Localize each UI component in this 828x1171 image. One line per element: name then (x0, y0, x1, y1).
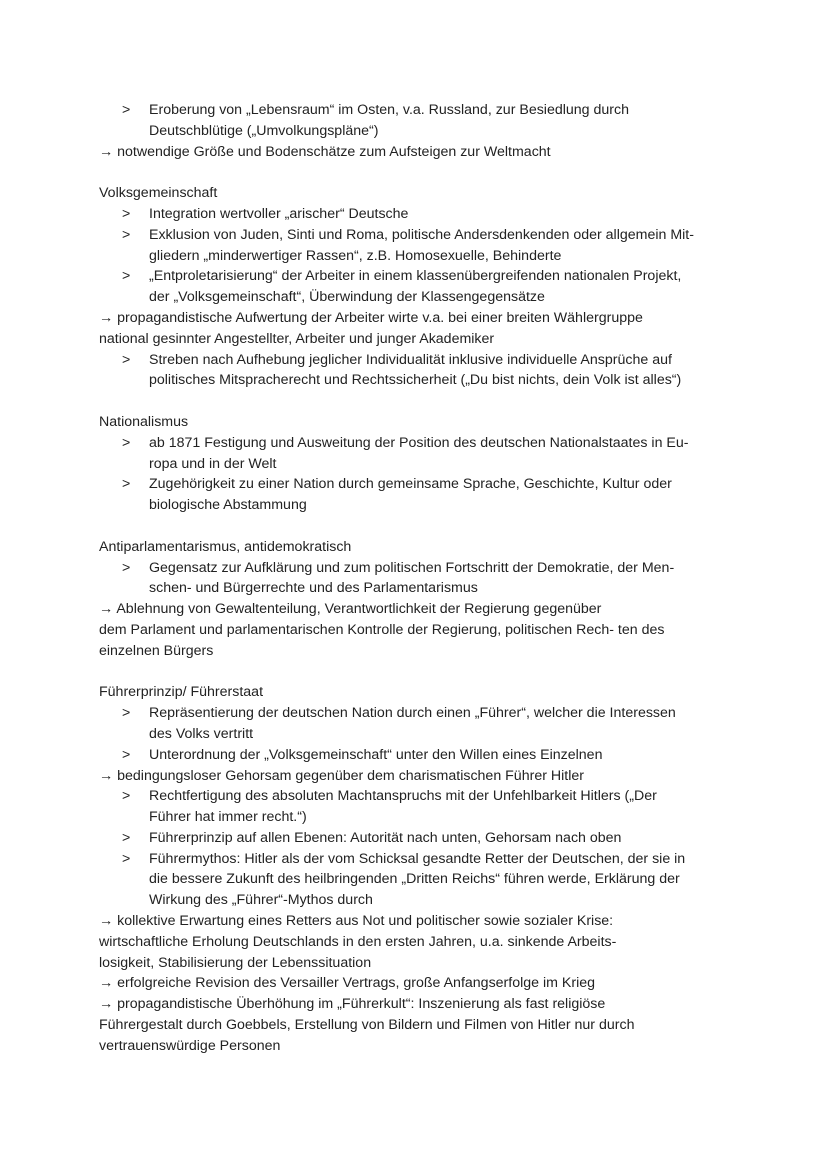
bullet-item (99, 745, 739, 766)
bullet-item (99, 474, 739, 516)
text-line: → kollektive Erwartung eines Retters aus Not und politischer sowie sozialer Krise: (99, 913, 614, 930)
paragraph-gap (99, 516, 739, 537)
paragraph-gap (99, 162, 739, 183)
document-page (99, 100, 739, 1057)
text-line: gliedern „minderwertiger Rassen“, z.B. Homosexuelle, Behinderte (149, 247, 562, 264)
arrow-paragraph (99, 766, 739, 787)
bullet-item (99, 703, 739, 745)
text-line: des Volks vertritt (149, 725, 254, 742)
text-line: politisches Mitspracherecht und Rechtssicherheit („Du bist nichts, dein Volk ist alles“) (149, 372, 682, 389)
bullet-item (99, 225, 739, 267)
bullet-marker: > (122, 850, 131, 867)
bullet-marker: > (122, 268, 131, 285)
text-line: → propagandistische Aufwertung der Arbeiter wirte v.a. bei einer breiten Wählergruppe (99, 309, 643, 326)
bullet-marker: > (122, 559, 131, 576)
bullet-marker: > (122, 351, 131, 368)
bullet-item (99, 849, 739, 911)
text-line: Nationalismus (99, 413, 189, 430)
text-line: ab 1871 Festigung und Ausweitung der Position des deutschen Nationalstaates in Eu- (149, 434, 689, 451)
bullet-item (99, 100, 739, 142)
bullet-marker: > (122, 226, 131, 243)
text-line: Zugehörigkeit zu einer Nation durch gemeinsame Sprache, Geschichte, Kultur oder (149, 476, 672, 493)
text-line: Volksgemeinschaft (99, 185, 218, 202)
bullet-marker: > (122, 476, 131, 493)
text-line: → bedingungsloser Gehorsam gegenüber dem charismatischen Führer Hitler (99, 767, 584, 784)
arrow-paragraph (99, 308, 739, 350)
text-line: Eroberung von „Lebensraum“ im Osten, v.a. Russland, zur Besiedlung durch (149, 102, 629, 118)
bullet-item (99, 558, 739, 600)
bullet-item (99, 204, 739, 225)
text-line: ropa und in der Welt (149, 455, 277, 472)
text-line: Repräsentierung der deutschen Nation durch einen „Führer“, welcher die Interessen (149, 705, 676, 722)
text-line: losigkeit, Stabilisierung der Lebenssituation (99, 954, 372, 971)
text-line: Deutschblütige („Umvolkungspläne“) (149, 122, 379, 139)
section-heading (99, 412, 739, 433)
bullet-item (99, 828, 739, 849)
section-heading (99, 682, 739, 703)
text-line: schen- und Bürgerrechte und des Parlamentarismus (149, 580, 478, 597)
text-line: Exklusion von Juden, Sinti und Roma, politische Andersdenkenden oder allgemein Mit- (149, 226, 694, 243)
section-heading (99, 537, 739, 558)
arrow-paragraph (99, 142, 739, 163)
text-line: Rechtfertigung des absoluten Machtanspruchs mit der Unfehlbarkeit Hitlers („Der (149, 788, 657, 805)
bullet-marker: > (122, 205, 131, 222)
text-line: Führer hat immer recht.“) (149, 809, 307, 826)
text-line: „Entproletarisierung“ der Arbeiter in einem klassenübergreifenden nationalen Projekt, (149, 268, 682, 285)
text-line: der „Volksgemeinschaft“, Überwindung der Klassengegensätze (149, 289, 545, 306)
arrow-paragraph (99, 911, 739, 973)
section-heading (99, 183, 739, 204)
text-line: Führermythos: Hitler als der vom Schicksal gesandte Retter der Deutschen, der sie in (149, 850, 686, 867)
paragraph-gap (99, 662, 739, 683)
bullet-marker: > (122, 102, 131, 118)
text-line: einzelnen Bürgers (99, 642, 214, 659)
bullet-marker: > (122, 705, 131, 722)
text-line: → Ablehnung von Gewaltenteilung, Verantwortlichkeit der Regierung gegenüber (99, 601, 602, 618)
text-line: → propagandistische Überhöhung im „Führerkult“: Inszenierung als fast religiöse (99, 996, 606, 1013)
bullet-item (99, 786, 739, 828)
bullet-marker: > (122, 829, 131, 846)
text-line: Integration wertvoller „arischer“ Deutsche (149, 205, 409, 222)
bullet-item (99, 350, 739, 392)
text-line: Unterordnung der „Volksgemeinschaft“ unter den Willen eines Einzelnen (149, 746, 603, 763)
text-line: Antiparlamentarismus, antidemokratisch (99, 538, 352, 555)
text-line: dem Parlament und parlamentarischen Kontrolle der Regierung, politischen Rech- ten des (99, 621, 665, 638)
bullet-item (99, 433, 739, 475)
arrow-paragraph (99, 599, 739, 661)
text-line: die bessere Zukunft des heilbringenden „Dritten Reichs“ führen werde, Erklärung der (149, 871, 680, 888)
text-line: → erfolgreiche Revision des Versailler Vertrags, große Anfangserfolge im Krieg (99, 975, 596, 992)
text-line: Führergestalt durch Goebbels, Erstellung von Bildern und Filmen von Hitler nur durch (99, 1017, 635, 1034)
text-line: Führerprinzip auf allen Ebenen: Autorität nach unten, Gehorsam nach oben (149, 829, 622, 846)
text-line: wirtschaftliche Erholung Deutschlands in den ersten Jahren, u.a. sinkende Arbeits- (99, 933, 617, 950)
text-line: biologische Abstammung (149, 497, 307, 514)
text-line: Gegensatz zur Aufklärung und zum politischen Fortschritt der Demokratie, der Men- (149, 559, 675, 576)
text-line: national gesinnter Angestellter, Arbeiter und junger Akademiker (99, 330, 495, 347)
text-line: Führerprinzip/ Führerstaat (99, 684, 264, 701)
text-line: → notwendige Größe und Bodenschätze zum Aufsteigen zur Weltmacht (99, 143, 551, 160)
bullet-item (99, 266, 739, 308)
bullet-marker: > (122, 788, 131, 805)
arrow-paragraph (99, 973, 739, 994)
paragraph-gap (99, 391, 739, 412)
text-line: Streben nach Aufhebung jeglicher Individualität inklusive individuelle Ansprüche auf (149, 351, 672, 368)
text-line: Wirkung des „Führer“-Mythos durch (149, 892, 373, 909)
text-line: vertrauenswürdige Personen (99, 1037, 281, 1054)
arrow-paragraph (99, 994, 739, 1056)
bullet-marker: > (122, 434, 131, 451)
bullet-marker: > (122, 746, 131, 763)
